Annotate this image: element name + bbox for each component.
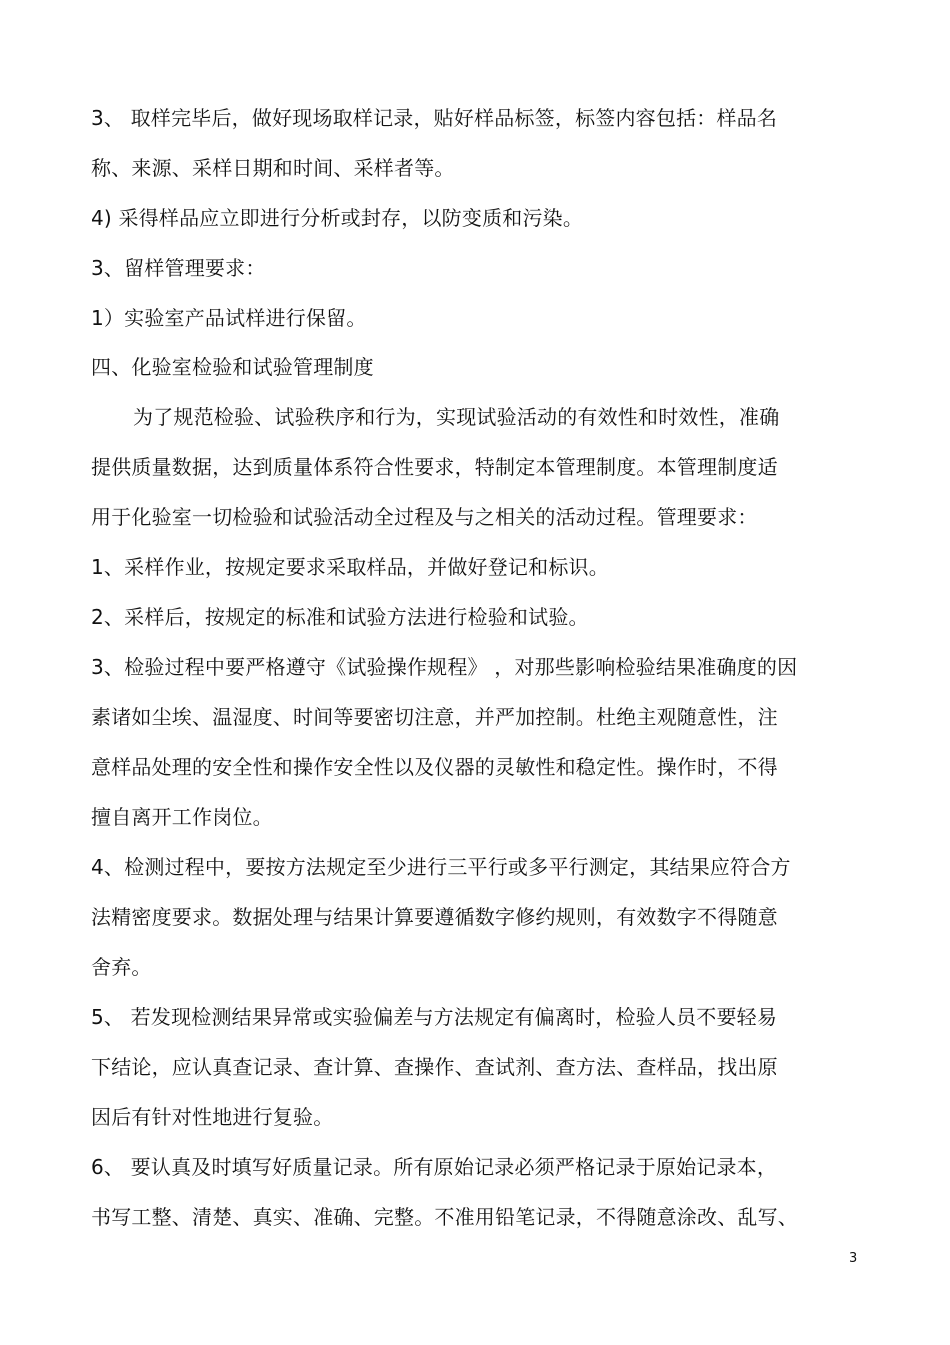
text-line: 3、 取样完毕后，做好现场取样记录，贴好样品标签，标签内容包括：样品名 (91, 106, 778, 130)
text-line: 意样品处理的安全性和操作安全性以及仪器的灵敏性和稳定性。操作时，不得 (91, 755, 778, 779)
list-item: 2、采样后，按规定的标准和试验方法进行检验和试验。 (91, 605, 589, 629)
text-line: 法精密度要求。数据处理与结果计算要遵循数字修约规则，有效数字不得随意 (91, 905, 778, 929)
list-item: 4、检测过程中，要按方法规定至少进行三平行或多平行测定，其结果应符合方 (91, 855, 791, 879)
list-item: 1、采样作业，按规定要求采取样品，并做好登记和标识。 (91, 555, 609, 579)
text-line: 舍弃。 (91, 955, 152, 979)
text-line: 用于化验室一切检验和试验活动全过程及与之相关的活动过程。管理要求： (91, 505, 758, 529)
text-line: 下结论，应认真查记录、查计算、查操作、查试剂、查方法、查样品，找出原 (91, 1055, 778, 1079)
list-item: 6、 要认真及时填写好质量记录。所有原始记录必须严格记录于原始记录本， (91, 1155, 778, 1179)
text-line: 书写工整、清楚、真实、准确、完整。不准用铅笔记录，不得随意涂改、乱写、 (91, 1205, 798, 1229)
paragraph-first-line: 为了规范检验、试验秩序和行为，实现试验活动的有效性和时效性，准确 (133, 405, 780, 429)
chapter-heading: 四、化验室检验和试验管理制度 (91, 355, 374, 379)
text-line: 1）实验室产品试样进行保留。 (91, 306, 367, 330)
text-line: 称、来源、采样日期和时间、采样者等。 (91, 156, 455, 180)
list-item: 5、 若发现检测结果异常或实验偏差与方法规定有偏离时，检验人员不要轻易 (91, 1005, 778, 1029)
text-line: 提供质量数据，达到质量体系符合性要求，特制定本管理制度。本管理制度适 (91, 455, 778, 479)
text-line: 擅自离开工作岗位。 (91, 805, 273, 829)
list-item: 3、检验过程中要严格遵守《试验操作规程》 ，对那些影响检验结果准确度的因 (91, 655, 798, 679)
text-line: 因后有针对性地进行复验。 (91, 1105, 334, 1129)
section-heading: 3、留样管理要求： (91, 256, 266, 280)
text-line: 4) 采得样品应立即进行分析或封存，以防变质和污染。 (91, 206, 584, 230)
text-line: 素诸如尘埃、温湿度、时间等要密切注意，并严加控制。杜绝主观随意性，注 (91, 705, 778, 729)
page-number: 3 (849, 1251, 858, 1266)
